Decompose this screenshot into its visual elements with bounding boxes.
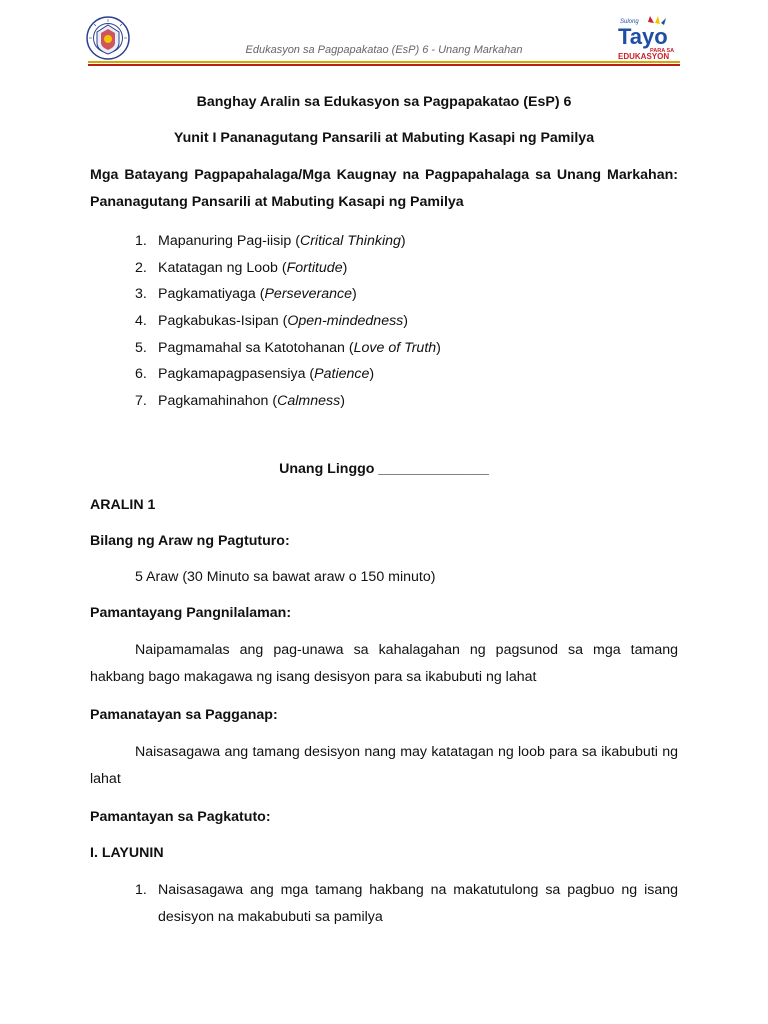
logo-sub2-text: EDUKASYON [618,52,670,61]
lesson-heading: ARALIN 1 [90,496,156,513]
days-label: Bilang ng Araw ng Pagtuturo: [90,532,290,549]
objectives-heading: I. LAYUNIN [90,844,164,861]
core-values-intro: Mga Batayang Pagpapahalaga/Mga Kaugnay na Pagpapahalaga sa Unang Markahan: Pananagutang Pansarili at Mabuting Kasapi ng Pamilya [90,167,678,210]
core-values-list [90,228,678,415]
sulong-tayo-logo-icon [614,14,684,62]
unit-title: Yunit I Pananagutang Pansarili at Mabuting Kasapi ng Pamilya [173,130,595,146]
header-title: Edukasyon sa Pagpapakatao (EsP) 6 - Unang Markahan [245,44,523,56]
logo-main-text: Tayo [618,24,668,49]
header-rule-red [88,64,680,66]
week-heading: Unang Linggo ______________ [279,460,489,477]
header-rule-yellow [88,61,680,63]
days-value: 5 Araw (30 Minuto sa bawat araw o 150 minuto) [135,568,436,585]
list-item: 5. Pagmamahal sa Katotohanan (Love of Truth) [135,339,441,356]
list-item: 3. Pagkamatiyaga (Perseverance) [135,286,357,303]
document-title: Banghay Aralin sa Edukasyon sa Pagpapakatao (EsP) 6 [196,94,572,110]
logo-sub1-text: PARA SA [650,48,675,54]
list-item: 2. Katatagan ng Loob (Fortitude) [135,259,348,276]
page-header [0,0,768,68]
content-standard-label: Pamantayang Pangnilalaman: [90,604,292,621]
list-item: 1. Mapanuring Pag-iisip (Critical Thinking) [135,233,406,249]
list-item: 4. Pagkabukas-Isipan (Open-mindedness) [135,313,409,330]
list-item: 6. Pagkamapagpasensiya (Patience) [135,366,375,383]
logo-small-text: Sulong [620,19,639,25]
performance-standard-text: Naisasagawa ang tamang desisyon nang may katatagan ng loob para sa ikabubuti ng lahat [90,743,678,787]
performance-standard-label: Pamanatayan sa Pagganap: [90,706,278,723]
content-standard-text: Naipamamalas ang pag-unawa sa kahalagahan ng pagsunod sa mga tamang hakbang bago makagawa ng isang desisyon para sa ikabubuti ng lahat [90,641,678,685]
list-item: 7. Pagkamahinahon (Calmness) [135,393,345,410]
learning-standard-label: Pamantayan sa Pagkatuto: [90,808,271,825]
list-item: 1. Naisasagawa ang mga tamang hakbang na makatutulong sa pagbuo ng isang desisyon na makabubuti sa pamilya [135,881,678,925]
document-body [90,90,678,931]
